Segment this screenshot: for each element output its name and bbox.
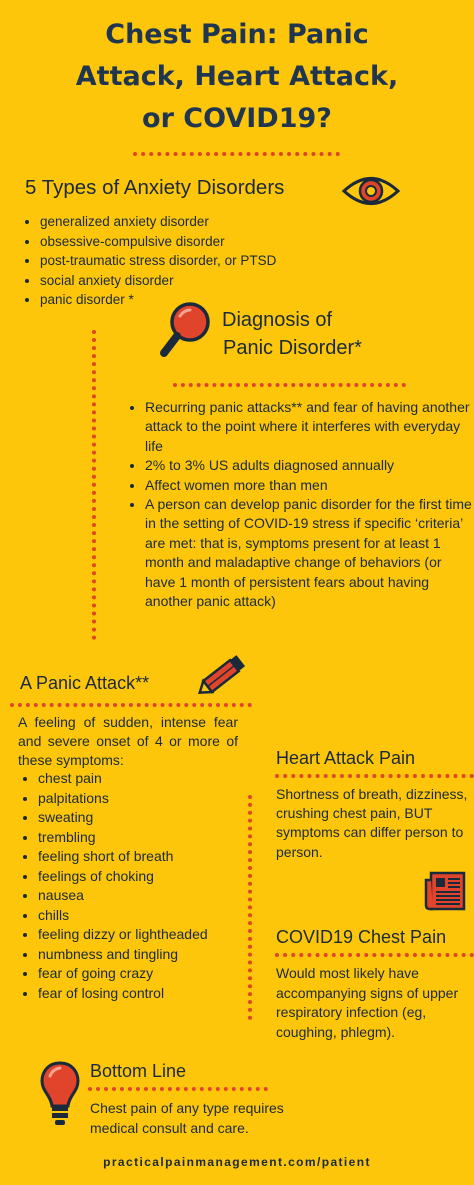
list-item: • numbness and tingling <box>38 945 260 965</box>
heart-attack-heading: Heart Attack Pain <box>276 748 416 768</box>
symptoms-list <box>20 769 260 1003</box>
list-item: • post-traumatic stress disorder, or PTSD <box>40 251 352 271</box>
bottom-line-heading: Bottom Line <box>90 1061 187 1081</box>
list-item: • fear of going crazy <box>38 964 260 984</box>
diagnosis-divider <box>173 383 406 387</box>
title-line-1: Chest Pain: Panic <box>105 19 369 50</box>
list-item: • feeling short of breath <box>38 847 260 867</box>
list-item: • fear of losing control <box>38 984 260 1004</box>
pencil-icon <box>194 652 254 698</box>
diagnosis-heading-line-2: Panic Disorder* <box>223 337 362 359</box>
bottom-line-text: Chest pain of any type requires medical consult and care. <box>90 1100 284 1136</box>
bottom-line-divider <box>88 1087 268 1091</box>
eye-icon <box>341 172 401 210</box>
diagnosis-vertical-divider <box>92 330 96 640</box>
anxiety-heading: 5 Types of Anxiety Disorders <box>25 176 285 199</box>
list-item: • social anxiety disorder <box>40 271 352 291</box>
panic-attack-intro: A feeling of sudden, intense fear and severe onset of 4 or more of these symptoms: <box>18 714 238 769</box>
list-item: • feelings of choking <box>38 867 260 887</box>
list-item: • generalized anxiety disorder <box>40 212 352 232</box>
title-line-2: Attack, Heart Attack, <box>75 61 399 92</box>
heart-attack-text: Shortness of breath, dizziness, crushing chest pain, BUT symptoms can differ person to person. <box>276 786 468 860</box>
anxiety-list <box>22 212 352 310</box>
list-item: • 2% to 3% US adults diagnosed annually <box>145 456 473 475</box>
list-item: • palpitations <box>38 789 260 809</box>
list-item: • Recurring panic attacks** and fear of having another attack to the point where it interferes with everyday life <box>145 398 473 456</box>
title-line-3: or COVID19? <box>142 103 332 134</box>
footer-source: practicalpainmanagement.com/patient <box>103 1155 371 1169</box>
heart-attack-divider <box>275 774 474 778</box>
list-item: • panic disorder * <box>40 290 352 310</box>
title-divider <box>133 152 340 156</box>
list-item: • A person can develop panic disorder for the first time in the setting of COVID-19 stress if specific ‘criteria’ are met: that is, symptoms present for at least 1 month and maladaptive change of behaviors (or have 1 month of persistent fears about having another panic attack) <box>145 495 473 611</box>
diagnosis-list <box>128 398 473 611</box>
diagnosis-heading-line-1: Diagnosis of <box>222 309 333 331</box>
list-item: • trembling <box>38 828 260 848</box>
page-title <box>0 14 474 140</box>
panic-attack-divider <box>10 703 252 707</box>
list-item: • sweating <box>38 808 260 828</box>
list-item: • obsessive-compulsive disorder <box>40 232 352 252</box>
panic-attack-vertical-divider <box>248 795 252 1020</box>
covid-text: Would most likely have accompanying signs of upper respiratory infection (eg, coughing, phlegm). <box>276 965 459 1040</box>
diagnosis-heading <box>222 306 362 362</box>
list-item: • nausea <box>38 886 260 906</box>
list-item: • Affect women more than men <box>145 476 473 495</box>
covid-heading: COVID19 Chest Pain <box>276 927 447 947</box>
panic-attack-heading: A Panic Attack** <box>20 673 150 693</box>
list-item: • feeling dizzy or lightheaded <box>38 925 260 945</box>
list-item: • chest pain <box>38 769 260 789</box>
magnifying-glass-icon <box>158 300 214 360</box>
light-bulb-icon <box>40 1060 80 1128</box>
newspaper-icon <box>424 870 466 912</box>
list-item: • chills <box>38 906 260 926</box>
covid-divider <box>275 953 474 957</box>
